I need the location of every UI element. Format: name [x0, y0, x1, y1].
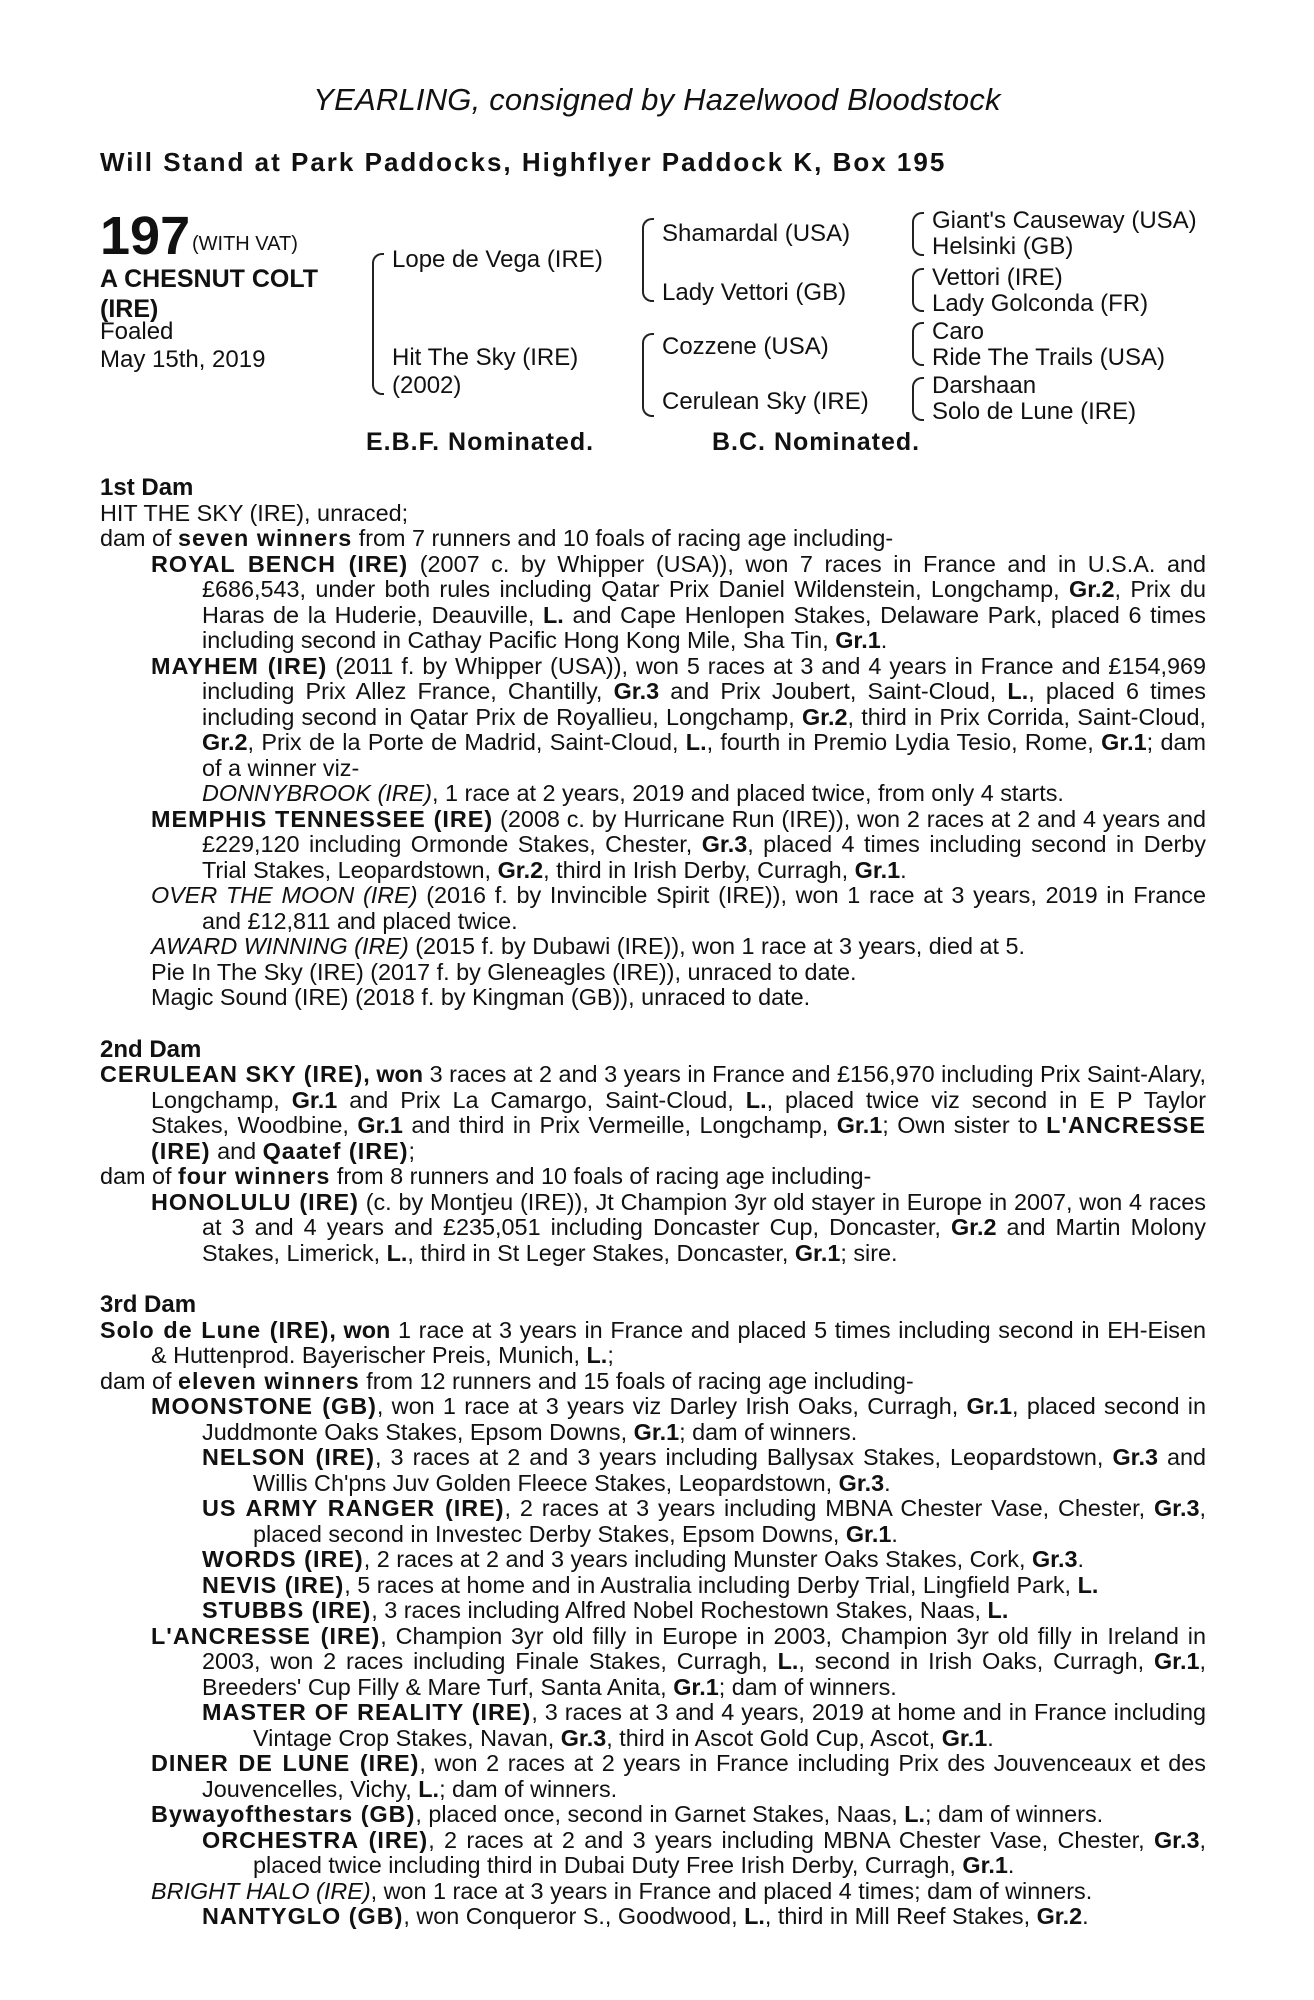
race-record: ; Own sister to: [882, 1112, 1047, 1138]
grade: L.: [1007, 678, 1029, 704]
second-dam-produce-summary: [100, 1164, 1206, 1190]
horse-name: ORCHESTRA (IRE): [202, 1826, 429, 1853]
produce-orchestra: [202, 1828, 1206, 1879]
grade: L.: [418, 1775, 440, 1802]
pedigree-dam: [392, 344, 578, 400]
foaled-info: [100, 318, 360, 374]
grade: Gr.3: [1153, 1826, 1200, 1853]
produce-magic-sound: Magic Sound (IRE) (2018 f. by Kingman (GB)), unraced to date.: [151, 984, 811, 1010]
produce-nelson: [202, 1445, 1206, 1496]
pedigree-g3-2: Helsinki (GB): [932, 233, 1074, 260]
grade: Gr.2: [950, 1214, 997, 1240]
race-record: 3 races at 2 and 3 years in France and £156,970 including Prix Saint-Alary, Longchamp,: [151, 1061, 1206, 1113]
grade: Gr.1: [854, 856, 901, 883]
grade: Gr.2: [202, 729, 248, 755]
race-record: and Cape Henlopen Stakes, Delaware Park, placed 6 times including second in Cathay Pacific Hong Kong Mile, Sha Tin,: [202, 601, 1206, 653]
race-record: , Breeders' Cup Filly & Mare Turf, Santa Anita,: [202, 1648, 1206, 1700]
pedigree-brace-ss: [912, 212, 924, 256]
race-record: , 3 races at 3 and 4 years, 2019 at home and in France including Vintage Crop Stakes, Navan,: [253, 1699, 1206, 1751]
grade: Gr.1: [633, 1418, 680, 1445]
race-record: , placed second in Juddmonte Oaks Stakes, Epsom Downs,: [202, 1393, 1206, 1445]
horse-name: MEMPHIS TENNESSEE (IRE): [151, 805, 494, 832]
won-label: , won: [363, 1061, 424, 1087]
pedigree-brace-sire: [642, 218, 654, 302]
winners-count: four winners: [178, 1163, 331, 1189]
grade: L.: [386, 1239, 408, 1266]
horse-name: MAYHEM (IRE): [151, 652, 328, 679]
pedigree-brace-ds: [912, 322, 924, 366]
pedigree-g3-5: Caro: [932, 318, 985, 345]
grade: Gr.3: [560, 1724, 607, 1751]
race-record: (2016 f. by Invincible Spirit (IRE)), won 1 race at 3 years, 2019 in France and £12,811 and placed twice.: [202, 882, 1206, 934]
section-gap: [100, 1011, 1206, 1037]
race-record: , fourth in Premio Lydia Tesio, Rome,: [706, 729, 1102, 755]
grade: L.: [745, 1086, 767, 1113]
race-record: , won 2 races at 2 years in France including Prix des Jouvenceaux et des Jouvencelles, Vichy,: [202, 1750, 1207, 1802]
race-record: , placed once, second in Garnet Stakes, Naas,: [415, 1801, 905, 1827]
produce-mayhem: [151, 654, 1206, 782]
first-dam-produce-summary: [100, 526, 1206, 552]
horse-name: DINER DE LUNE (IRE): [151, 1750, 420, 1776]
grade: L.: [777, 1648, 799, 1674]
grade: Gr.3: [838, 1469, 885, 1496]
lot-number: 197: [100, 206, 191, 266]
grade: Gr.1: [291, 1086, 338, 1113]
pedigree-dam-name: Hit The Sky (IRE): [392, 344, 579, 371]
race-record: , placed 6 times including second in Qatar Prix de Royallieu, Longchamp,: [202, 678, 1206, 730]
pedigree-dam-sire: Cozzene (USA): [662, 333, 829, 360]
pedigree-dam-dam: Cerulean Sky (IRE): [662, 388, 869, 415]
pedigree-g3-6: Ride The Trails (USA): [932, 344, 1165, 371]
produce-bywayofthestars: [151, 1802, 1206, 1828]
grade: Gr.1: [357, 1112, 403, 1138]
race-record: , won 1 race at 3 years in France and placed 4 times; dam of winners.: [370, 1877, 1093, 1904]
race-record: .: [1082, 1903, 1089, 1929]
horse-name: L'ANCRESSE (IRE): [151, 1112, 1206, 1164]
produce-lancresse: [151, 1624, 1206, 1701]
race-record: , won 1 race at 3 years viz Darley Irish Oaks, Curragh,: [376, 1393, 967, 1419]
pedigree-brace-dd: [912, 377, 924, 421]
grade: L.: [744, 1903, 765, 1929]
winners-count: seven winners: [178, 525, 353, 551]
text-fragment: dam of: [100, 1163, 179, 1189]
text-fragment: dam of: [100, 1367, 179, 1394]
pedigree-dam-year: (2002): [392, 372, 462, 399]
race-record: , 3 races including Alfred Nobel Rochestown Stakes, Naas,: [371, 1597, 988, 1623]
produce-donnybrook: [202, 781, 1206, 807]
lot-description: [100, 264, 360, 324]
race-record: , 1 race at 2 years, 2019 and placed twice, from only 4 starts.: [432, 780, 1064, 806]
grade: Gr.1: [845, 1520, 892, 1547]
pedigree-brace-main: [372, 253, 384, 395]
pedigree-sire-sire: Shamardal (USA): [662, 220, 851, 247]
race-record: ; dam of winners.: [718, 1673, 897, 1700]
race-record: (2007 c. by Whipper (USA)), won 7 races in France and in U.S.A. and £686,543, under both rules including Qatar Prix Daniel Wildenstein, Longchamp,: [202, 550, 1206, 602]
foaled-date: May 15th, 2019: [100, 346, 266, 373]
produce-pie-in-the-sky: Pie In The Sky (IRE) (2017 f. by Gleneagles (IRE)), unraced to date.: [151, 958, 857, 985]
bc-nomination: B.C. Nominated.: [712, 428, 921, 456]
grade: Gr.1: [966, 1393, 1013, 1419]
horse-name: OVER THE MOON (IRE): [151, 882, 418, 908]
race-record: ; dam of winners.: [439, 1775, 618, 1802]
race-record: 1 race at 3 years in France and placed 5 times including second in EH-Eisen & Huttenprod. Bayerischer Preis, Munich,: [151, 1316, 1206, 1368]
race-record: , third in Prix Corrida, Saint-Cloud,: [847, 703, 1206, 730]
race-record: , third in St Leger Stakes, Doncaster,: [407, 1239, 795, 1266]
grade: L.: [904, 1801, 926, 1827]
pedigree-g3-1: Giant's Causeway (USA): [932, 207, 1197, 234]
race-record: .: [884, 1469, 891, 1496]
race-record: and Prix La Camargo, Saint-Cloud,: [337, 1086, 746, 1113]
race-record: (2015 f. by Dubawi (IRE)), won 1 race at 3 years, died at 5.: [408, 933, 1025, 959]
race-record: and Willis Ch'pns Juv Golden Fleece Stakes, Leopardstown,: [253, 1444, 1206, 1496]
race-record: .: [900, 856, 907, 883]
horse-name: MASTER OF REALITY (IRE): [202, 1699, 532, 1725]
grade: Gr.3: [613, 678, 660, 704]
produce-memphis-tennessee: [151, 807, 1206, 884]
pedigree-brace-dam: [642, 333, 654, 417]
race-record: , placed twice viz second in E P Taylor Stakes, Woodbine,: [151, 1086, 1206, 1138]
race-record: , 2 races at 2 and 3 years including Munster Oaks Stakes, Cork,: [363, 1546, 1032, 1572]
ebf-nomination: E.B.F. Nominated.: [366, 428, 595, 456]
horse-name: L'ANCRESSE (IRE): [151, 1622, 381, 1649]
race-record: , 2 races at 3 years including MBNA Chester Vase, Chester,: [504, 1495, 1154, 1521]
pedigree-brace-sd: [912, 268, 924, 312]
produce-words: [202, 1547, 1206, 1573]
grade: L.: [1077, 1571, 1099, 1598]
race-record: .: [891, 1520, 898, 1547]
horse-name: MOONSTONE (GB): [151, 1393, 377, 1419]
produce-royal-bench: [151, 552, 1206, 654]
race-record: ;: [607, 1342, 614, 1368]
race-record: and: [210, 1137, 263, 1164]
grade: Gr.2: [1036, 1903, 1083, 1929]
won-label: , won: [329, 1316, 391, 1343]
pedigree-g3-8: Solo de Lune (IRE): [932, 398, 1137, 425]
vat-note: (WITH VAT): [192, 233, 298, 255]
third-dam-heading: 3rd Dam: [100, 1291, 197, 1318]
second-dam-record: [100, 1062, 1206, 1164]
race-record: .: [1077, 1546, 1084, 1572]
horse-name: BRIGHT HALO (IRE): [151, 1877, 371, 1904]
produce-over-the-moon: [151, 883, 1206, 934]
grade: Gr.2: [497, 856, 544, 883]
race-record: , third in Irish Derby, Curragh,: [543, 856, 855, 883]
race-record: and Martin Molony Stakes, Limerick,: [202, 1214, 1206, 1266]
grade: Gr.1: [1153, 1648, 1200, 1674]
second-dam-heading: 2nd Dam: [100, 1035, 202, 1063]
grade: Gr.1: [941, 1724, 988, 1751]
third-dam-record: [100, 1318, 1206, 1369]
grade: Gr.3: [1153, 1495, 1200, 1521]
race-record: (2008 c. by Hurricane Run (IRE)), won 2 races at 2 and 4 years and £229,120 including Ormonde Stakes, Chester,: [202, 805, 1206, 857]
grade: Gr.3: [701, 831, 748, 857]
grade: Gr.2: [801, 703, 848, 730]
race-record: and third in Prix Vermeille, Longchamp,: [402, 1112, 837, 1138]
race-record: ; dam of winners.: [679, 1418, 858, 1445]
race-record: ; dam of a winner viz-: [202, 729, 1206, 781]
produce-nantyglo: [202, 1904, 1206, 1930]
first-dam-heading: 1st Dam: [100, 474, 194, 501]
race-record: , placed 4 times including second in Derby Trial Stakes, Leopardstown,: [202, 831, 1206, 883]
lot-name-line2: (IRE): [100, 295, 159, 323]
race-record: , won Conqueror S., Goodwood,: [403, 1903, 745, 1929]
text-fragment: from 8 runners and 10 foals of racing age including-: [330, 1163, 872, 1189]
race-record: ; dam of winners.: [925, 1801, 1104, 1827]
race-record: , 5 races at home and in Australia including Derby Trial, Lingfield Park,: [344, 1571, 1078, 1598]
horse-name: Bywayofthestars (GB): [151, 1801, 416, 1827]
race-record: , placed second in Investec Derby Stakes, Epsom Downs,: [253, 1495, 1206, 1547]
produce-us-army-ranger: [202, 1496, 1206, 1547]
pedigree-sire-dam: Lady Vettori (GB): [662, 279, 847, 306]
race-record: ;: [408, 1137, 415, 1164]
grade: Gr.1: [835, 627, 881, 653]
race-record: .: [987, 1724, 994, 1751]
grade: Gr.2: [1069, 576, 1115, 602]
race-record: , third in Ascot Gold Cup, Ascot,: [606, 1724, 942, 1751]
race-record: , 3 races at 2 and 3 years including Ballysax Stakes, Leopardstown,: [375, 1444, 1113, 1470]
grade: L.: [987, 1597, 1009, 1623]
section-gap: [100, 1266, 1206, 1292]
first-dam-intro: HIT THE SKY (IRE), unraced;: [100, 499, 409, 526]
race-record: , Champion 3yr old filly in Europe in 2003, Champion 3yr old filly in Ireland in 2003, won 2 races including Finale Stakes, Curragh,: [202, 1622, 1206, 1674]
pedigree-g3-3: Vettori (IRE): [932, 264, 1063, 291]
horse-name: DONNYBROOK (IRE): [202, 780, 433, 806]
produce-honolulu: [151, 1190, 1206, 1267]
race-record: , third in Mill Reef Stakes,: [764, 1903, 1037, 1929]
produce-diner-de-lune: [151, 1751, 1206, 1802]
race-record: (2011 f. by Whipper (USA)), won 5 races at 3 and 4 years in France and £154,969 including Prix Allez France, Chantilly,: [202, 652, 1206, 704]
grade: Gr.1: [794, 1239, 841, 1266]
race-record: (c. by Montjeu (IRE)), Jt Champion 3yr old stayer in Europe in 2007, won 4 races at 3 and 4 years and £235,051 including Doncaster Cup, Doncaster,: [202, 1188, 1206, 1240]
horse-name: WORDS (IRE): [202, 1546, 364, 1572]
winners-count: eleven winners: [178, 1367, 360, 1394]
horse-name: Qaatef (IRE): [262, 1137, 409, 1164]
race-record: , Prix de la Porte de Madrid, Saint-Cloud,: [247, 729, 686, 755]
pedigree-g3-4: Lady Golconda (FR): [932, 290, 1149, 317]
race-record: , placed twice including third in Dubai Duty Free Irish Derby, Curragh,: [253, 1826, 1206, 1878]
grade: Gr.1: [1101, 729, 1147, 755]
horse-name: NANTYGLO (GB): [202, 1903, 404, 1929]
produce-stubbs: [202, 1598, 1206, 1624]
grade: L.: [543, 601, 564, 628]
text-fragment: dam of: [100, 525, 179, 551]
horse-name: CERULEAN SKY (IRE): [100, 1061, 364, 1087]
grade: Gr.1: [836, 1112, 883, 1138]
horse-name: STUBBS (IRE): [202, 1597, 372, 1623]
produce-nevis: [202, 1573, 1206, 1599]
grade: Gr.1: [673, 1673, 719, 1700]
race-record: , second in Irish Oaks, Curragh,: [798, 1648, 1154, 1674]
race-record: and Prix Joubert, Saint-Cloud,: [659, 678, 1008, 704]
grade: L.: [586, 1342, 608, 1368]
horse-name: HONOLULU (IRE): [151, 1188, 359, 1215]
grade: L.: [685, 729, 707, 755]
race-record: , 2 races at 2 and 3 years including MBNA Chester Vase, Chester,: [428, 1826, 1154, 1853]
produce-record: [100, 475, 1206, 1930]
pedigree-g3-7: Darshaan: [932, 372, 1037, 399]
text-fragment: from 12 runners and 15 foals of racing age including-: [359, 1367, 914, 1394]
lot-name-line1: A CHESNUT COLT: [100, 265, 319, 293]
horse-name: NELSON (IRE): [202, 1444, 376, 1470]
horse-name: ROYAL BENCH (IRE): [151, 550, 409, 577]
produce-moonstone: [151, 1394, 1206, 1445]
produce-bright-halo: [151, 1879, 1206, 1905]
horse-name: US ARMY RANGER (IRE): [202, 1495, 505, 1521]
third-dam-produce-summary: [100, 1369, 1206, 1395]
consignor-line: YEARLING, consigned by Hazelwood Bloodstock: [313, 82, 1001, 117]
grade: Gr.3: [1031, 1546, 1078, 1572]
produce-award-winning: [151, 934, 1206, 960]
grade: Gr.1: [962, 1852, 1008, 1878]
grade: Gr.3: [1112, 1444, 1158, 1470]
foaled-label: Foaled: [100, 318, 174, 345]
horse-name: Solo de Lune (IRE): [100, 1316, 330, 1343]
pedigree-sire: Lope de Vega (IRE): [392, 246, 603, 273]
produce-master-of-reality: [202, 1700, 1206, 1751]
race-record: , Prix du Haras de la Huderie, Deauville,: [202, 576, 1206, 628]
race-record: .: [880, 627, 888, 653]
race-record: .: [1007, 1852, 1015, 1878]
race-record: ; sire.: [840, 1239, 898, 1266]
horse-name: NEVIS (IRE): [202, 1571, 345, 1598]
text-fragment: from 7 runners and 10 foals of racing age including-: [352, 525, 894, 551]
horse-name: AWARD WINNING (IRE): [151, 933, 409, 959]
stand-location: Will Stand at Park Paddocks, Highflyer Paddock K, Box 195: [100, 147, 947, 177]
